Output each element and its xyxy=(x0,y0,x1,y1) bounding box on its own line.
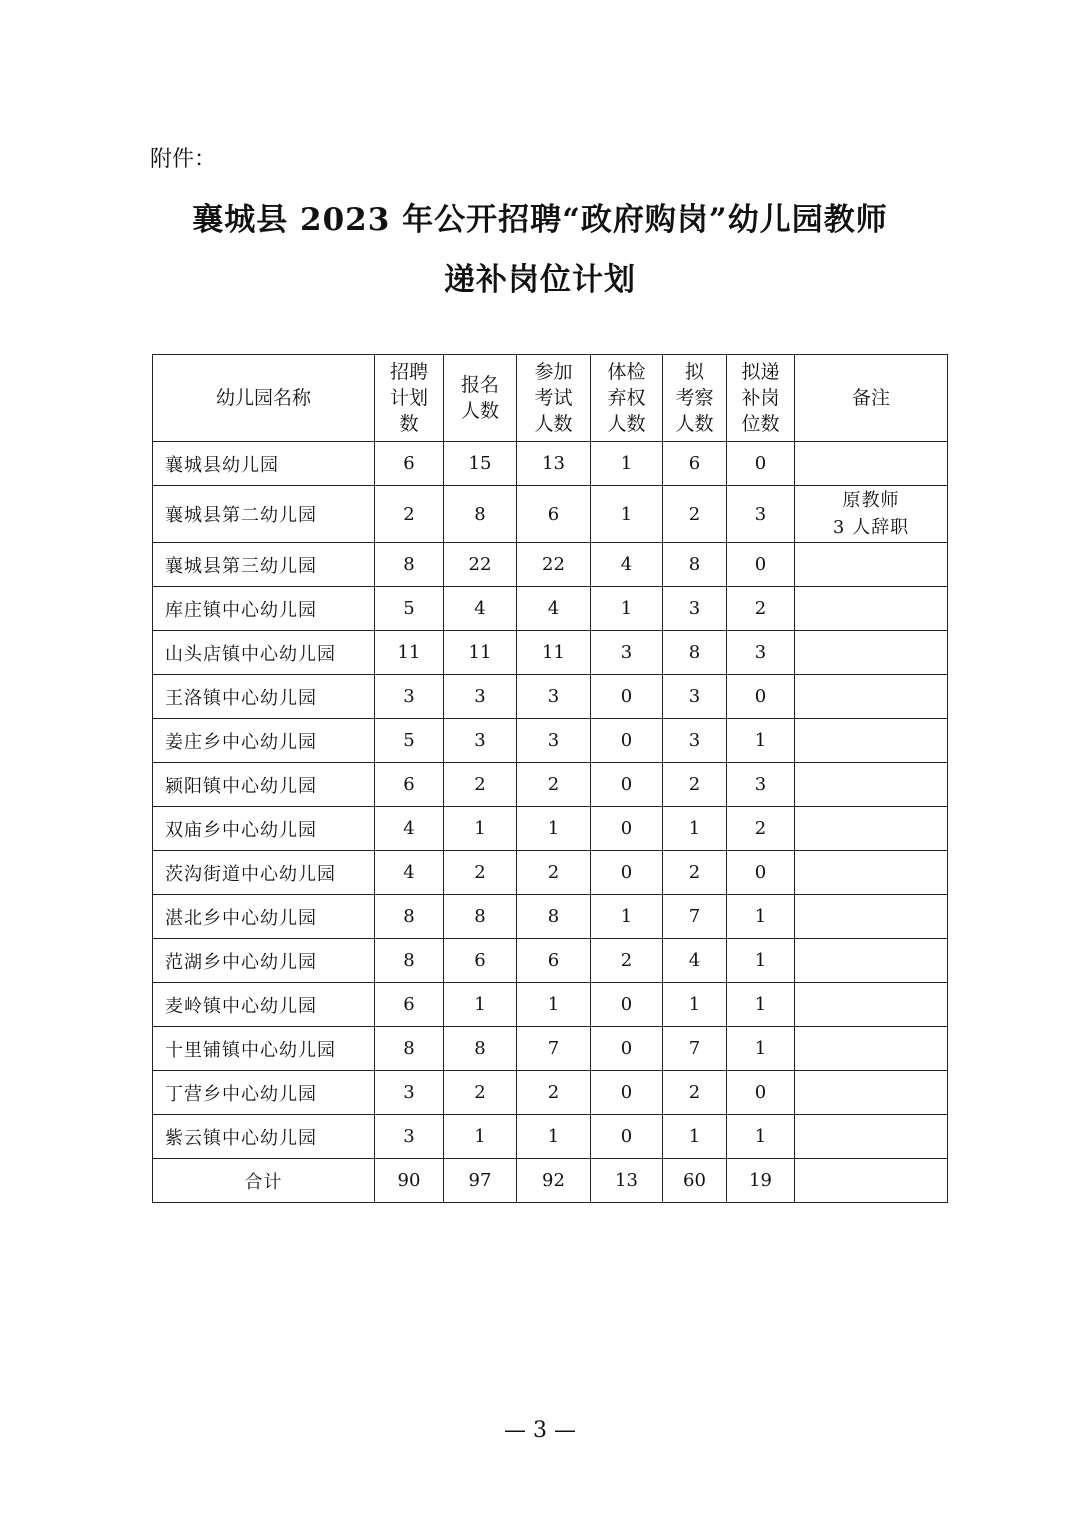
cell-inspect: 1 xyxy=(663,807,727,851)
cell-backfill: 2 xyxy=(727,587,795,631)
cell-backfill: 3 xyxy=(727,486,795,543)
cell-exam: 1 xyxy=(517,983,591,1027)
cell-backfill: 1 xyxy=(727,983,795,1027)
table-row xyxy=(153,895,948,939)
cell-waived: 0 xyxy=(591,983,663,1027)
attachment-label: 附件： xyxy=(150,147,217,172)
cell-applied: 6 xyxy=(444,939,517,983)
cell-total-exam: 92 xyxy=(517,1159,591,1203)
cell-exam: 2 xyxy=(517,763,591,807)
cell-name: 库庄镇中心幼儿园 xyxy=(153,587,375,631)
cell-note xyxy=(795,763,948,807)
cell-name: 山头店镇中心幼儿园 xyxy=(153,631,375,675)
document-title-line1: 襄城县 2023 年公开招聘“政府购岗”幼儿园教师 xyxy=(192,202,888,238)
cell-waived: 0 xyxy=(591,1027,663,1071)
cell-waived: 1 xyxy=(591,442,663,486)
cell-note xyxy=(795,983,948,1027)
cell-inspect: 7 xyxy=(663,895,727,939)
cell-backfill: 0 xyxy=(727,851,795,895)
cell-backfill: 3 xyxy=(727,763,795,807)
cell-plan: 3 xyxy=(375,1071,444,1115)
table-row xyxy=(153,1115,948,1159)
table-row xyxy=(153,675,948,719)
cell-inspect: 2 xyxy=(663,851,727,895)
page-number: — 3 — xyxy=(504,1418,576,1443)
cell-exam: 1 xyxy=(517,807,591,851)
cell-note xyxy=(795,1027,948,1071)
cell-total-inspect: 60 xyxy=(663,1159,727,1203)
cell-inspect: 7 xyxy=(663,1027,727,1071)
cell-plan: 3 xyxy=(375,1115,444,1159)
cell-name: 襄城县第三幼儿园 xyxy=(153,543,375,587)
table-row xyxy=(153,763,948,807)
header-applicants: 报名 人数 xyxy=(444,355,517,442)
cell-applied: 2 xyxy=(444,851,517,895)
cell-inspect: 3 xyxy=(663,675,727,719)
cell-name: 襄城县第二幼儿园 xyxy=(153,486,375,543)
cell-applied: 8 xyxy=(444,895,517,939)
cell-waived: 1 xyxy=(591,486,663,543)
cell-waived: 0 xyxy=(591,807,663,851)
cell-waived: 3 xyxy=(591,631,663,675)
cell-total-applied: 97 xyxy=(444,1159,517,1203)
cell-name: 茨沟街道中心幼儿园 xyxy=(153,851,375,895)
cell-plan: 5 xyxy=(375,587,444,631)
cell-waived: 0 xyxy=(591,1071,663,1115)
cell-name: 颍阳镇中心幼儿园 xyxy=(153,763,375,807)
cell-total-label: 合计 xyxy=(153,1159,375,1203)
cell-backfill: 1 xyxy=(727,939,795,983)
table-row xyxy=(153,486,948,543)
table-row xyxy=(153,587,948,631)
cell-exam: 11 xyxy=(517,631,591,675)
cell-waived: 0 xyxy=(591,719,663,763)
cell-waived: 0 xyxy=(591,1115,663,1159)
header-to-inspect: 拟 考察 人数 xyxy=(663,355,727,442)
cell-backfill: 0 xyxy=(727,675,795,719)
cell-backfill: 1 xyxy=(727,719,795,763)
cell-exam: 3 xyxy=(517,719,591,763)
cell-note xyxy=(795,442,948,486)
header-kindergarten-name: 幼儿园名称 xyxy=(153,355,375,442)
cell-plan: 8 xyxy=(375,939,444,983)
cell-applied: 3 xyxy=(444,719,517,763)
cell-total-waived: 13 xyxy=(591,1159,663,1203)
cell-backfill: 1 xyxy=(727,895,795,939)
cell-backfill: 0 xyxy=(727,1071,795,1115)
table-row xyxy=(153,719,948,763)
header-backfill-positions: 拟递 补岗 位数 xyxy=(727,355,795,442)
cell-inspect: 4 xyxy=(663,939,727,983)
cell-inspect: 1 xyxy=(663,983,727,1027)
cell-applied: 8 xyxy=(444,486,517,543)
cell-plan: 6 xyxy=(375,983,444,1027)
cell-exam: 13 xyxy=(517,442,591,486)
cell-applied: 1 xyxy=(444,1115,517,1159)
table-row xyxy=(153,939,948,983)
table-row xyxy=(153,631,948,675)
cell-plan: 11 xyxy=(375,631,444,675)
cell-plan: 8 xyxy=(375,895,444,939)
table-row xyxy=(153,983,948,1027)
cell-waived: 0 xyxy=(591,675,663,719)
header-exam-takers: 参加 考试 人数 xyxy=(517,355,591,442)
cell-plan: 2 xyxy=(375,486,444,543)
cell-applied: 2 xyxy=(444,1071,517,1115)
cell-note xyxy=(795,1071,948,1115)
cell-note xyxy=(795,719,948,763)
cell-applied: 4 xyxy=(444,587,517,631)
cell-exam: 2 xyxy=(517,851,591,895)
cell-waived: 1 xyxy=(591,895,663,939)
cell-waived: 1 xyxy=(591,587,663,631)
cell-backfill: 0 xyxy=(727,442,795,486)
cell-inspect: 3 xyxy=(663,719,727,763)
cell-exam: 8 xyxy=(517,895,591,939)
cell-inspect: 2 xyxy=(663,763,727,807)
cell-name: 湛北乡中心幼儿园 xyxy=(153,895,375,939)
cell-note xyxy=(795,675,948,719)
header-planned-hires: 招聘 计划 数 xyxy=(375,355,444,442)
cell-name: 范湖乡中心幼儿园 xyxy=(153,939,375,983)
cell-inspect: 2 xyxy=(663,486,727,543)
cell-waived: 0 xyxy=(591,763,663,807)
cell-name: 紫云镇中心幼儿园 xyxy=(153,1115,375,1159)
cell-plan: 4 xyxy=(375,807,444,851)
cell-applied: 1 xyxy=(444,983,517,1027)
table-row xyxy=(153,807,948,851)
cell-backfill: 3 xyxy=(727,631,795,675)
cell-exam: 2 xyxy=(517,1071,591,1115)
cell-note xyxy=(795,895,948,939)
cell-exam: 6 xyxy=(517,486,591,543)
table-row xyxy=(153,1071,948,1115)
cell-total-backfill: 19 xyxy=(727,1159,795,1203)
table-header-row xyxy=(153,355,948,442)
cell-applied: 22 xyxy=(444,543,517,587)
cell-exam: 6 xyxy=(517,939,591,983)
cell-note xyxy=(795,631,948,675)
cell-total-note xyxy=(795,1159,948,1203)
cell-note xyxy=(795,543,948,587)
cell-inspect: 6 xyxy=(663,442,727,486)
cell-waived: 0 xyxy=(591,851,663,895)
cell-backfill: 2 xyxy=(727,807,795,851)
cell-waived: 4 xyxy=(591,543,663,587)
cell-backfill: 0 xyxy=(727,543,795,587)
cell-inspect: 1 xyxy=(663,1115,727,1159)
cell-note xyxy=(795,851,948,895)
cell-name: 襄城县幼儿园 xyxy=(153,442,375,486)
cell-plan: 6 xyxy=(375,763,444,807)
cell-backfill: 1 xyxy=(727,1027,795,1071)
table-row xyxy=(153,851,948,895)
cell-name: 双庙乡中心幼儿园 xyxy=(153,807,375,851)
cell-name: 王洛镇中心幼儿园 xyxy=(153,675,375,719)
cell-inspect: 2 xyxy=(663,1071,727,1115)
cell-note xyxy=(795,1115,948,1159)
header-medical-waived: 体检 弃权 人数 xyxy=(591,355,663,442)
cell-plan: 8 xyxy=(375,543,444,587)
table-total-row xyxy=(153,1159,948,1203)
cell-name: 丁营乡中心幼儿园 xyxy=(153,1071,375,1115)
cell-applied: 1 xyxy=(444,807,517,851)
cell-name: 十里铺镇中心幼儿园 xyxy=(153,1027,375,1071)
cell-exam: 7 xyxy=(517,1027,591,1071)
cell-plan: 6 xyxy=(375,442,444,486)
cell-inspect: 8 xyxy=(663,543,727,587)
cell-waived: 2 xyxy=(591,939,663,983)
cell-total-plan: 90 xyxy=(375,1159,444,1203)
table-row xyxy=(153,442,948,486)
cell-plan: 4 xyxy=(375,851,444,895)
cell-applied: 11 xyxy=(444,631,517,675)
table-row xyxy=(153,543,948,587)
table-row xyxy=(153,1027,948,1071)
cell-applied: 2 xyxy=(444,763,517,807)
cell-plan: 5 xyxy=(375,719,444,763)
cell-inspect: 8 xyxy=(663,631,727,675)
header-remarks: 备注 xyxy=(795,355,948,442)
cell-exam: 4 xyxy=(517,587,591,631)
cell-name: 麦岭镇中心幼儿园 xyxy=(153,983,375,1027)
cell-note xyxy=(795,939,948,983)
cell-note xyxy=(795,807,948,851)
cell-note xyxy=(795,587,948,631)
cell-name: 姜庄乡中心幼儿园 xyxy=(153,719,375,763)
cell-plan: 8 xyxy=(375,1027,444,1071)
recruitment-plan-table xyxy=(152,354,948,1203)
cell-applied: 8 xyxy=(444,1027,517,1071)
cell-applied: 3 xyxy=(444,675,517,719)
cell-plan: 3 xyxy=(375,675,444,719)
cell-backfill: 1 xyxy=(727,1115,795,1159)
cell-applied: 15 xyxy=(444,442,517,486)
document-title-line2: 递补岗位计划 xyxy=(444,262,636,298)
cell-exam: 3 xyxy=(517,675,591,719)
cell-exam: 1 xyxy=(517,1115,591,1159)
cell-note: 原教师 3 人辞职 xyxy=(795,486,948,543)
cell-inspect: 3 xyxy=(663,587,727,631)
cell-exam: 22 xyxy=(517,543,591,587)
